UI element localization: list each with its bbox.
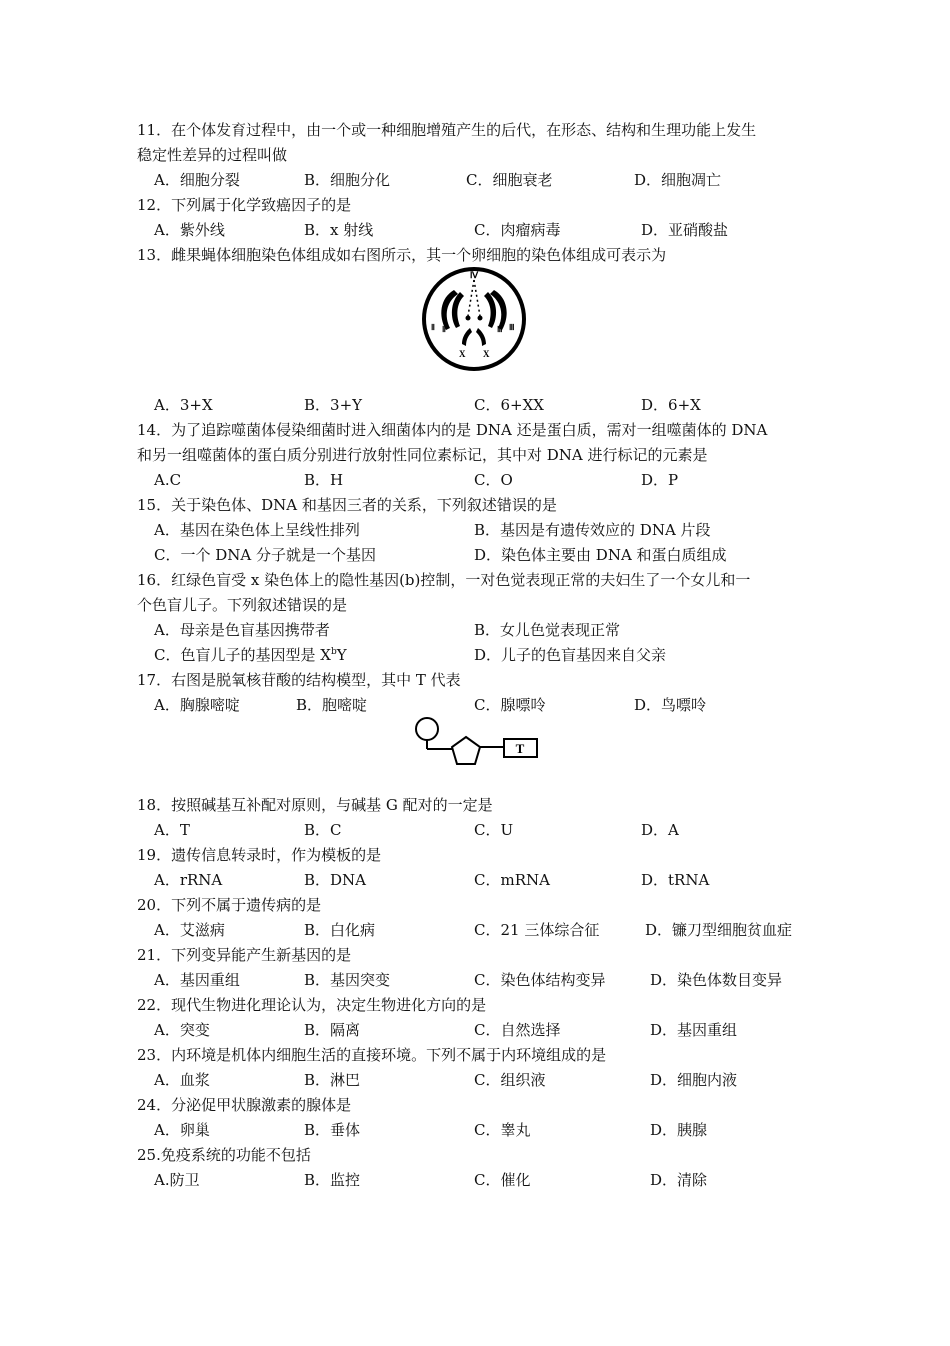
q14-option-a: A.C	[154, 471, 182, 489]
q16-option-c	[154, 643, 347, 668]
q21-option-c: C．染色体结构变异	[474, 971, 606, 989]
q16-stem-line1: 16．红绿色盲受 x 染色体上的隐性基因(b)控制，一对色觉表现正常的夫妇生了一个女儿和一	[137, 571, 751, 589]
q19-option-a: A．rRNA	[154, 871, 223, 889]
q16-option-c-end: Y	[336, 646, 347, 664]
q11-option-a: A．细胞分裂	[154, 171, 240, 189]
cell-outline	[424, 269, 524, 369]
q11-stem-line1: 11．在个体发育过程中，由一个或一种细胞增殖产生的后代，在形态、结构和生理功能上发生	[137, 121, 757, 139]
q17-option-b: B．胞嘧啶	[296, 696, 368, 714]
q22-stem: 22．现代生物进化理论认为，决定生物进化方向的是	[137, 996, 487, 1014]
label-iii-left: Ⅲ	[497, 325, 503, 334]
q20-stem: 20．下列不属于遗传病的是	[137, 896, 322, 914]
q13-option-c: C．6+XX	[474, 396, 544, 414]
q24-stem: 24．分泌促甲状腺激素的腺体是	[137, 1096, 352, 1114]
label-x-left: X	[459, 349, 466, 359]
q21-option-d: D．染色体数目变异	[650, 971, 783, 989]
q13-option-b: B．3+Y	[304, 396, 363, 414]
q23-option-a: A．血浆	[154, 1071, 210, 1089]
q25-option-a: A.防卫	[154, 1171, 200, 1189]
q14-stem-line2: 和另一组噬菌体的蛋白质分别进行放射性同位素标记，其中对 DNA 进行标记的元素是	[137, 446, 708, 464]
q23-option-d: D．细胞内液	[650, 1071, 738, 1089]
q13-option-d: D．6+X	[641, 396, 701, 414]
q24-option-a: A．卵巢	[154, 1121, 210, 1139]
q16-option-d: D．儿子的色盲基因来自父亲	[474, 646, 667, 664]
q24-option-b: B．垂体	[304, 1121, 361, 1139]
q19-option-d: D．tRNA	[641, 871, 710, 889]
chromosome-iv-right	[478, 316, 483, 321]
q17-option-d: D．鸟嘌呤	[634, 696, 707, 714]
q24-option-d: D．胰腺	[650, 1121, 708, 1139]
q12-option-a: A．紫外线	[154, 221, 225, 239]
label-iv: Ⅳ	[469, 270, 479, 280]
chromosome-figure	[418, 266, 530, 372]
q25-stem: 25.免疫系统的功能不包括	[137, 1146, 311, 1164]
q18-option-c: C．U	[474, 821, 514, 839]
q23-option-b: B．淋巴	[304, 1071, 361, 1089]
q24-option-c: C．睾丸	[474, 1121, 531, 1139]
q16-option-c-superscript: b	[330, 647, 337, 657]
q22-option-d: D．基因重组	[650, 1021, 738, 1039]
q13-stem: 13．雌果蝇体细胞染色体组成如右图所示，其一个卵细胞的染色体组成可表示为	[137, 246, 667, 264]
q19-option-b: B．DNA	[304, 871, 367, 889]
q20-option-d: D．镰刀型细胞贫血症	[645, 921, 793, 939]
chromosome-x-right	[476, 328, 486, 346]
deoxyribose-pentagon	[452, 737, 480, 764]
q18-option-d: D．A	[641, 821, 679, 839]
q16-option-b: B．女儿色觉表现正常	[474, 621, 621, 639]
q22-option-b: B．隔离	[304, 1021, 361, 1039]
chromosome-x-left	[462, 328, 472, 346]
q23-option-c: C．组织液	[474, 1071, 546, 1089]
q20-option-b: B．白化病	[304, 921, 376, 939]
q20-option-c: C．21 三体综合征	[474, 921, 600, 939]
q12-option-d: D．亚硝酸盐	[641, 221, 729, 239]
base-label: T	[515, 741, 525, 756]
q11-option-d: D．细胞凋亡	[634, 171, 722, 189]
q11-option-c: C．细胞衰老	[466, 171, 553, 189]
q14-stem-line1: 14．为了追踪噬菌体侵染细菌时进入细菌体内的是 DNA 还是蛋白质，需对一组噬菌体的 DNA	[137, 421, 768, 439]
spindle-left	[468, 280, 474, 316]
label-iii-right: Ⅲ	[509, 323, 515, 332]
q13-option-a: A．3+X	[154, 396, 213, 414]
q21-option-a: A．基因重组	[154, 971, 240, 989]
q25-option-b: B．监控	[304, 1171, 361, 1189]
q17-stem: 17．右图是脱氧核苷酸的结构模型，其中 T 代表	[137, 671, 461, 689]
q14-option-b: B．H	[304, 471, 344, 489]
q15-option-a: A．基因在染色体上呈线性排列	[154, 521, 360, 539]
q22-option-a: A．突变	[154, 1021, 210, 1039]
q16-option-c-text: C．色盲儿子的基因型是 X	[154, 646, 331, 664]
q11-stem-line2: 稳定性差异的过程叫做	[137, 146, 288, 164]
q17-option-a: A．胸腺嘧啶	[154, 696, 240, 714]
q14-option-d: D．P	[641, 471, 679, 489]
q25-option-c: C．催化	[474, 1171, 531, 1189]
q22-option-c: C．自然选择	[474, 1021, 561, 1039]
spindle-right	[474, 280, 480, 316]
q15-option-b: B．基因是有遗传效应的 DNA 片段	[474, 521, 711, 539]
q12-stem: 12．下列属于化学致癌因子的是	[137, 196, 352, 214]
q16-option-a: A．母亲是色盲基因携带者	[154, 621, 330, 639]
q21-option-b: B．基因突变	[304, 971, 391, 989]
q12-option-b: B．x 射线	[304, 221, 374, 239]
q25-option-d: D．清除	[650, 1171, 708, 1189]
q15-option-c: C．一个 DNA 分子就是一个基因	[154, 546, 376, 564]
label-ii-left: Ⅱ	[431, 323, 435, 332]
q18-option-a: A．T	[154, 821, 190, 839]
nucleotide-figure	[410, 712, 542, 774]
q20-option-a: A．艾滋病	[154, 921, 225, 939]
q16-stem-line2: 个色盲儿子。下列叙述错误的是	[137, 596, 348, 614]
q23-stem: 23．内环境是机体内细胞生活的直接环境。下列不属于内环境组成的是	[137, 1046, 607, 1064]
q12-option-c: C．肉瘤病毒	[474, 221, 561, 239]
label-x-right: X	[483, 349, 490, 359]
q17-option-c: C．腺嘌呤	[474, 696, 546, 714]
q15-option-d: D．染色体主要由 DNA 和蛋白质组成	[474, 546, 727, 564]
q15-stem: 15．关于染色体、DNA 和基因三者的关系，下列叙述错误的是	[137, 496, 557, 514]
q18-stem: 18．按照碱基互补配对原则，与碱基 G 配对的一定是	[137, 796, 493, 814]
q11-option-b: B．细胞分化	[304, 171, 391, 189]
phosphate-circle	[416, 718, 438, 740]
q14-option-c: C．O	[474, 471, 513, 489]
label-ii-right: Ⅱ	[442, 325, 446, 334]
q19-option-c: C．mRNA	[474, 871, 550, 889]
q21-stem: 21．下列变异能产生新基因的是	[137, 946, 352, 964]
q18-option-b: B．C	[304, 821, 342, 839]
q19-stem: 19．遗传信息转录时，作为模板的是	[137, 846, 382, 864]
chromosome-iv-left	[466, 316, 471, 321]
